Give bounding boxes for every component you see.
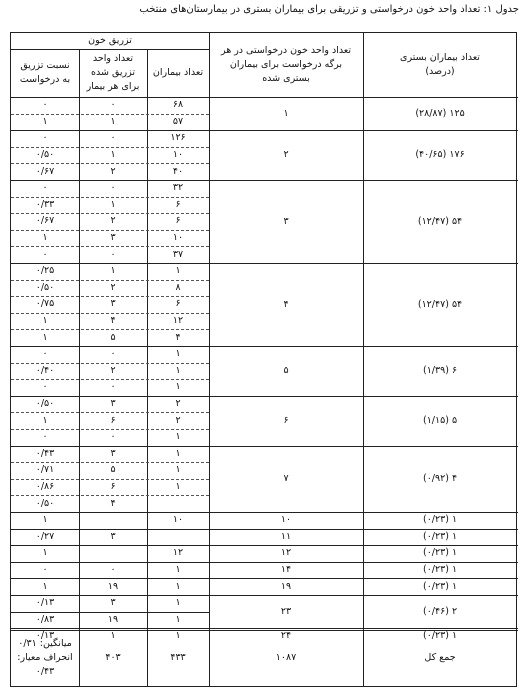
cell-units-transfused: ۱۹ — [107, 580, 119, 592]
cell-patient-count: ۶ — [175, 215, 181, 227]
cell-patient-count: ۱۰ — [172, 149, 184, 161]
cell-patients-pct: ۶ (۱/۳۹) — [422, 364, 458, 376]
cell-ratio: ۰/۷۱ — [35, 464, 55, 476]
cell-units-requested: ۷ — [283, 472, 289, 484]
cell-units-requested: ۱۴ — [280, 564, 292, 576]
data-table — [10, 32, 517, 687]
total-ratio-stats — [11, 630, 79, 686]
total-units-transfused: ۴۰۳ — [105, 652, 121, 663]
header-units-requested: تعداد واحد خون درخواستی در هر برگه درخواست برای بیماران بستری شده — [220, 45, 352, 84]
cell-units-requested: ۱ — [283, 107, 289, 119]
cell-ratio: ۰/۵۰ — [35, 281, 55, 293]
cell-patient-count: ۱۲ — [172, 315, 184, 327]
cell-patients-pct: ۱۷۶ (۴۰/۶۵) — [415, 149, 465, 161]
total-units-requested: ۱۰۸۷ — [275, 652, 297, 663]
cell-patients-pct: ۱۲۵ (۲۸/۸۷) — [415, 107, 465, 119]
cell-patients-pct: ۴ (۰/۹۲) — [422, 472, 458, 484]
cell-patient-count: ۳۷ — [172, 248, 184, 260]
cell-units-transfused: ۴ — [110, 315, 116, 327]
cell-ratio: ۱ — [42, 580, 48, 592]
header-patient-count: تعداد بیماران — [152, 67, 204, 78]
table-caption: جدول ۱: تعداد واحد خون درخواستی و تزریقی برای بیماران بستری در بیمارستان‌های منتخب — [139, 4, 519, 15]
cell-ratio: ۰/۸۶ — [35, 481, 55, 493]
cell-patient-count: ۱۲ — [172, 547, 184, 559]
cell-patients-pct: ۵۴ (۱۲/۴۷) — [417, 215, 463, 227]
cell-units-requested: ۱۱ — [280, 530, 292, 542]
cell-ratio: ۰ — [42, 99, 48, 111]
cell-patient-count: ۱ — [175, 381, 181, 393]
cell-units-transfused: ۰ — [110, 564, 116, 576]
cell-ratio: ۰/۶۷ — [35, 215, 55, 227]
cell-patient-count: ۲ — [175, 398, 181, 410]
cell-patients-pct: ۱ (۰/۲۳) — [422, 580, 458, 592]
cell-patient-count: ۶۸ — [172, 99, 184, 111]
total-label: جمع کل — [424, 652, 456, 663]
cell-units-transfused: ۱ — [110, 149, 116, 161]
cell-units-transfused: ۱۹ — [107, 613, 119, 625]
cell-patient-count: ۵۷ — [172, 115, 184, 127]
cell-units-transfused — [79, 545, 147, 562]
cell-patient-count: ۸ — [175, 281, 181, 293]
cell-ratio: ۰/۶۷ — [35, 165, 55, 177]
header-transfusion-group: تزریق خون — [88, 35, 132, 46]
cell-units-transfused: ۳ — [110, 447, 116, 459]
cell-ratio: ۱ — [42, 331, 48, 343]
cell-patient-count: ۱ — [175, 580, 181, 592]
cell-units-requested: ۴ — [283, 298, 289, 310]
cell-patient-count: ۱۰ — [172, 232, 184, 244]
cell-ratio: ۰ — [42, 431, 48, 443]
cell-patients-pct: ۱ (۰/۲۳) — [422, 514, 458, 526]
cell-ratio: ۱ — [42, 232, 48, 244]
cell-ratio: ۰ — [42, 248, 48, 260]
cell-patient-count: ۲ — [175, 414, 181, 426]
cell-units-requested: ۶ — [283, 414, 289, 426]
cell-ratio: ۰/۵۰ — [35, 149, 55, 161]
cell-patient-count: ۱ — [175, 464, 181, 476]
cell-patient-count: ۱۰ — [172, 514, 184, 526]
cell-units-requested: ۱۰ — [280, 514, 292, 526]
header-divider — [11, 49, 209, 50]
cell-ratio: ۰/۵۰ — [35, 497, 55, 509]
cell-patient-count: ۱ — [175, 265, 181, 277]
cell-units-transfused: ۰ — [110, 348, 116, 360]
cell-units-transfused: ۳ — [110, 298, 116, 310]
cell-patient-count — [147, 529, 209, 546]
cell-patient-count: ۱ — [175, 630, 181, 642]
cell-patient-count: ۱ — [175, 364, 181, 376]
cell-units-transfused: ۰ — [110, 99, 116, 111]
cell-ratio: ۱ — [42, 315, 48, 327]
cell-units-transfused: ۵ — [110, 331, 116, 343]
cell-patients-pct: ۲ (۰/۴۶) — [422, 605, 458, 617]
cell-units-transfused: ۶ — [110, 414, 116, 426]
cell-patient-count: ۱ — [175, 431, 181, 443]
cell-units-transfused: ۴ — [110, 497, 116, 509]
cell-units-requested: ۲ — [283, 149, 289, 161]
cell-units-requested: ۵ — [283, 364, 289, 376]
cell-ratio: ۰/۵۰ — [35, 398, 55, 410]
cell-patient-count: ۳۲ — [172, 182, 184, 194]
cell-patient-count: ۱ — [175, 564, 181, 576]
cell-units-transfused: ۶ — [110, 481, 116, 493]
header-patients-pct: تعداد بیماران بستری (درصد) — [400, 52, 480, 77]
cell-ratio: ۰ — [42, 564, 48, 576]
cell-units-transfused: ۵ — [110, 464, 116, 476]
cell-ratio: ۰/۸۳ — [35, 613, 55, 625]
cell-ratio: ۰/۴۰ — [35, 364, 55, 376]
cell-ratio: ۰/۲۵ — [35, 265, 55, 277]
cell-units-transfused: ۲ — [110, 215, 116, 227]
cell-patient-count: ۱ — [175, 481, 181, 493]
header-ratio: نسبت تزریق به درخواست — [19, 60, 71, 85]
cell-patient-count: ۶ — [175, 198, 181, 210]
cell-units-transfused: ۰ — [110, 381, 116, 393]
cell-units-requested: ۲۴ — [280, 630, 292, 642]
cell-ratio: ۰/۱۳ — [35, 597, 55, 609]
cell-patient-count: ۱ — [175, 613, 181, 625]
ratio-sd: انحراف معیار: ۰/۴۳ — [17, 652, 73, 677]
cell-units-requested: ۱۹ — [280, 580, 292, 592]
cell-patients-pct: ۱ (۰/۲۳) — [422, 630, 458, 642]
cell-ratio: ۰/۳۳ — [35, 198, 55, 210]
cell-patients-pct: ۵ (۱/۱۵) — [422, 414, 458, 426]
cell-ratio: ۰ — [42, 381, 48, 393]
cell-patient-count: ۱ — [175, 348, 181, 360]
cell-units-transfused: ۱ — [110, 115, 116, 127]
cell-units-transfused — [79, 512, 147, 529]
cell-patient-count: ۴ — [175, 331, 181, 343]
cell-units-transfused: ۲ — [110, 281, 116, 293]
cell-units-transfused: ۲ — [110, 165, 116, 177]
cell-units-transfused: ۰ — [110, 132, 116, 144]
cell-ratio: ۰/۴۳ — [35, 447, 55, 459]
cell-patient-count: ۱۲۶ — [170, 132, 186, 144]
cell-ratio: ۰/۱۳ — [35, 630, 55, 642]
cell-patient-count: ۱ — [175, 447, 181, 459]
cell-patient-count: ۴۰ — [172, 165, 184, 177]
cell-ratio: ۰ — [42, 132, 48, 144]
cell-patient-count: ۱ — [175, 597, 181, 609]
total-patient-count: ۴۳۳ — [170, 652, 186, 663]
cell-units-transfused: ۳ — [110, 530, 116, 542]
cell-units-requested: ۱۲ — [280, 547, 292, 559]
cell-ratio: ۰ — [42, 182, 48, 194]
cell-patient-count — [147, 495, 209, 512]
cell-patient-count: ۶ — [175, 298, 181, 310]
cell-units-transfused: ۳ — [110, 398, 116, 410]
cell-ratio: ۰ — [42, 348, 48, 360]
cell-ratio: ۰/۷۵ — [35, 298, 55, 310]
cell-units-requested: ۳ — [283, 215, 289, 227]
cell-patients-pct: ۱ (۰/۲۳) — [422, 547, 458, 559]
cell-ratio: ۱ — [42, 115, 48, 127]
cell-patients-pct: ۱ (۰/۲۳) — [422, 530, 458, 542]
cell-units-transfused: ۱ — [110, 198, 116, 210]
cell-units-transfused: ۰ — [110, 248, 116, 260]
cell-units-transfused: ۲ — [110, 364, 116, 376]
cell-patients-pct: ۱ (۰/۲۳) — [422, 564, 458, 576]
cell-ratio: ۱ — [42, 414, 48, 426]
cell-units-requested: ۲۳ — [280, 605, 292, 617]
cell-units-transfused: ۱ — [110, 630, 116, 642]
cell-units-transfused: ۳ — [110, 597, 116, 609]
ratio-mean: میانگین: ۰/۳۱ — [18, 638, 72, 649]
cell-units-transfused: ۳ — [110, 232, 116, 244]
cell-units-transfused: ۰ — [110, 182, 116, 194]
header-units-transfused: تعداد واحد تزریق شده برای هر بیمار — [86, 53, 140, 92]
cell-units-transfused: ۱ — [110, 265, 116, 277]
cell-patients-pct: ۵۴ (۱۲/۴۷) — [417, 298, 463, 310]
cell-ratio: ۱ — [42, 514, 48, 526]
cell-ratio: ۰/۲۷ — [35, 530, 55, 542]
cell-ratio: ۱ — [42, 547, 48, 559]
cell-units-transfused: ۰ — [110, 431, 116, 443]
